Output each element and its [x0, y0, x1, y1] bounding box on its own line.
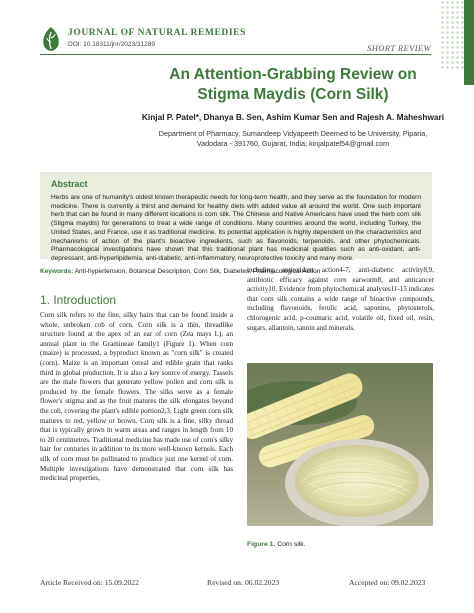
section-heading-introduction: 1. Introduction — [40, 293, 117, 307]
header-divider — [40, 54, 431, 55]
author-list: Kinjal P. Patel*, Dhanya B. Sen, Ashim Kumar Sen and Rajesh A. Maheshwari — [141, 112, 445, 122]
abstract-heading: Abstract — [51, 179, 88, 189]
keywords-label: Keywords: — [40, 268, 74, 275]
journal-name: JOURNAL OF NATURAL REMEDIES — [68, 28, 246, 38]
journal-leaf-logo-icon — [40, 26, 62, 52]
accepted-date: Accepted on: 09.02.2023 — [349, 578, 426, 587]
abstract-text: Herbs are one of humanity's oldest known therapeutic needs for long-term health, and they serve as the foundation for modern medicine. There is currently a thirst and demand for healthy diets with added value all around the world. One such important herb that can be found in many different locations is corn silk. The Chinese and Native Americans have used the herb corn silk (Stigma maydis) for generations to treat a wide range of conditions. Many countries around the world, including Turkey, the United States, and France, use it as traditional medicine. Its potential application is highly dependent on the characteristics and mechanisms of action of the plant's bioactive ingredients, such as flavonoids, terpenoids, and other phytochemicals. Pharmacological investigations have shown that this traditional plant has medicinal qualities such as anti-oxidant, anti-depressant, anti-hyperlipidemia, anti-diabetic, anti-inflammatory, neuroprotective toxicity and many more. — [51, 194, 421, 262]
intro-right-column — [247, 266, 434, 333]
figure-caption-text: Corn silk. — [277, 541, 306, 548]
intro-left-column — [40, 311, 233, 484]
affiliation-line-2: Vadodara - 391760, Gujarat, India; kinjalpatel54@gmail.com — [196, 139, 390, 148]
figure-label: Figure 1. — [247, 541, 276, 548]
article-title-line-2: Stigma Maydis (Corn Silk) — [197, 86, 389, 103]
figure-caption — [247, 541, 306, 548]
article-title-line-1: An Attention-Grabbing Review on — [169, 66, 417, 83]
article-type-label: SHORT REVIEW — [367, 43, 431, 53]
intro-left-paragraph: Corn silk refers to the fine, silky hairs that can be found inside a whole, unbroken cob of corn. Corn silk is a thin, threadlike structure found at the apex of an ear of corn (Zea mays L), an annual plant in the Gramineae family1 (Figure 1). When corn (maize) is processed, a byproduct known as "corn silk" is created (corn). Maize is an important cereal and edible grain that ranks third in global production. It is also a key source of energy. Tassels are the male flowers that generate yellow pollen and corn silk is produced by the female flowers. The silks serve as a female flower's stigma and as the fruit matures the silk elongates beyond the cob, covering the plant's edible portion2,3. Light green corn silk matures to red, yellow or brown. Corn silk is a fine, silky thread that is typically grown in warm areas and ranges in length from 10 to 20 centimetres. Traditional medicine has made use of corn's silky hair for centuries in addition to its more well-known kernels. Each silk of corn must be pollinated to produce just one kernel of corn. Multiple investigations have demonstrated that corn silk has medicinal properties, — [40, 311, 233, 483]
intro-right-paragraph: including antioxidant action4-7, anti-diabetic activity8,9, antibiotic efficacy against corn earworm8, and anticancer activity10. Evidence from phytochemical analyses11-15 indicates that corn silk contains a wide range of bioactive compounds, including flavonoids, ferulic acid, saponins, phytosterols, chlorogenic acid, p-coumaric acid, volatile oil, fixed oil, resin, sugars, allantoin, tannin and minerals. — [247, 266, 434, 332]
header-color-stripe — [464, 0, 474, 85]
keywords-text: Anti-hypertension, Botanical Description, Corn Silk, Diabetes, Pharmacological Action — [74, 268, 321, 275]
received-date: Article Received on: 15.09.2022 — [40, 578, 139, 587]
header-dot-pattern — [440, 0, 464, 70]
affiliation-line-1: Department of Pharmacy, Sumandeep Vidyapeeth Deemed to be University, Piparia, — [158, 129, 428, 138]
corn-silk-figure-image — [247, 363, 433, 526]
revised-date: Revised on: 06.02.2023 — [207, 578, 280, 587]
doi-link[interactable]: DOI: 10.18311/jnr/2023/31289 — [68, 41, 155, 48]
